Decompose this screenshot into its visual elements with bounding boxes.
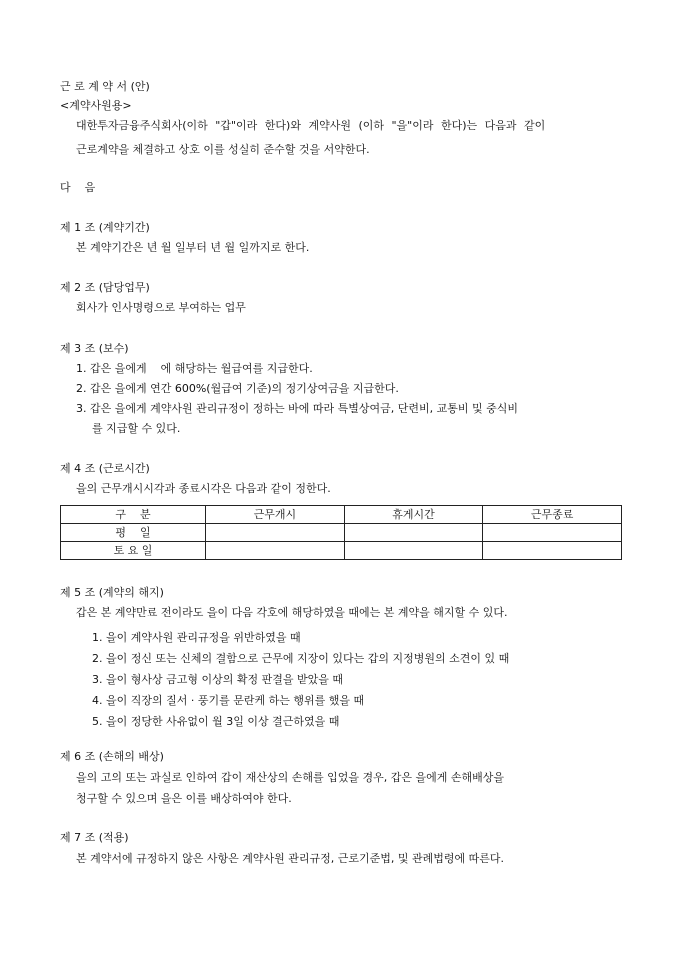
article-5-item-4: 4. 을이 직장의 질서 · 풍기를 문란케 하는 행위를 했을 때 [92, 694, 365, 707]
work-hours-table [60, 505, 622, 560]
table-cell [483, 542, 622, 560]
article-7-body: 본 계약서에 규정하지 않은 사항은 계약사원 관리규정, 근로기준법, 및 관례법령에 따른다. [76, 852, 504, 865]
article-4-heading: 제 4 조 (근로시간) [60, 462, 150, 475]
table-header-cell: 휴게시간 [344, 506, 483, 524]
article-3-item-3-cont: 를 지급할 수 있다. [92, 422, 181, 435]
table-header-cell: 근무종료 [483, 506, 622, 524]
article-1-heading: 제 1 조 (계약기간) [60, 221, 150, 234]
table-header-cell: 구 분 [61, 506, 206, 524]
article-5-item-1: 1. 을이 계약사원 관리규정을 위반하였을 때 [92, 631, 301, 644]
article-3-item-3: 3. 갑은 을에게 계약사원 관리규정이 정하는 바에 따라 특별상여금, 단련비, 교통비 및 중식비 [76, 402, 518, 415]
article-4-body: 을의 근무개시시각과 종료시각은 다음과 같이 정한다. [76, 482, 331, 495]
document-title: 근 로 계 약 서 (안) [60, 80, 150, 93]
table-cell [483, 524, 622, 542]
article-3-item-1: 1. 갑은 을에게 에 해당하는 월급여를 지급한다. [76, 362, 313, 375]
document-subtitle: <계약사원용> [60, 99, 132, 112]
article-5-item-3: 3. 을이 형사상 금고형 이상의 확정 판결을 받았을 때 [92, 673, 343, 686]
table-header-cell: 근무개시 [206, 506, 345, 524]
intro-line-1: 대한투자금융주식회사(이하 "갑"이라 한다)와 계약사원 (이하 "을"이라 한다)는 다음과 같이 [76, 119, 546, 132]
table-cell [344, 524, 483, 542]
article-5-item-2: 2. 을이 정신 또는 신체의 결함으로 근무에 지장이 있다는 갑의 지정병원의 소견이 있 때 [92, 652, 510, 665]
article-3-item-2: 2. 갑은 을에게 연간 600%(월급여 기준)의 정기상여금을 지급한다. [76, 382, 399, 395]
table-cell [206, 542, 345, 560]
table-cell [206, 524, 345, 542]
article-5-heading: 제 5 조 (계약의 해지) [60, 586, 164, 599]
article-3-heading: 제 3 조 (보수) [60, 342, 129, 355]
article-6-body-1: 을의 고의 또는 과실로 인하여 갑이 재산상의 손해를 입었을 경우, 갑은 을에게 손해배상을 [76, 771, 504, 784]
article-6-heading: 제 6 조 (손해의 배상) [60, 750, 164, 763]
article-7-heading: 제 7 조 (적용) [60, 831, 129, 844]
article-2-body: 회사가 인사명령으로 부여하는 업무 [76, 301, 246, 314]
table-row [61, 524, 622, 542]
article-6-body-2: 청구할 수 있으며 을은 이를 배상하여야 한다. [76, 792, 292, 805]
table-header-row [61, 506, 622, 524]
table-row-label: 토 요 일 [61, 542, 206, 560]
article-5-body: 갑은 본 계약만료 전이라도 을이 다음 각호에 해당하였을 때에는 본 계약을 해지할 수 있다. [76, 606, 508, 619]
table-cell [344, 542, 483, 560]
article-5-item-5: 5. 을이 정당한 사유없이 월 3일 이상 결근하였을 때 [92, 715, 340, 728]
article-2-heading: 제 2 조 (담당업무) [60, 281, 150, 294]
table-row [61, 542, 622, 560]
dagum-heading: 다 음 [60, 181, 96, 194]
table-row-label: 평 일 [61, 524, 206, 542]
intro-line-2: 근로계약을 체결하고 상호 이를 성실히 준수할 것을 서약한다. [76, 143, 370, 156]
article-1-body: 본 계약기간은 년 월 일부터 년 월 일까지로 한다. [76, 241, 310, 254]
